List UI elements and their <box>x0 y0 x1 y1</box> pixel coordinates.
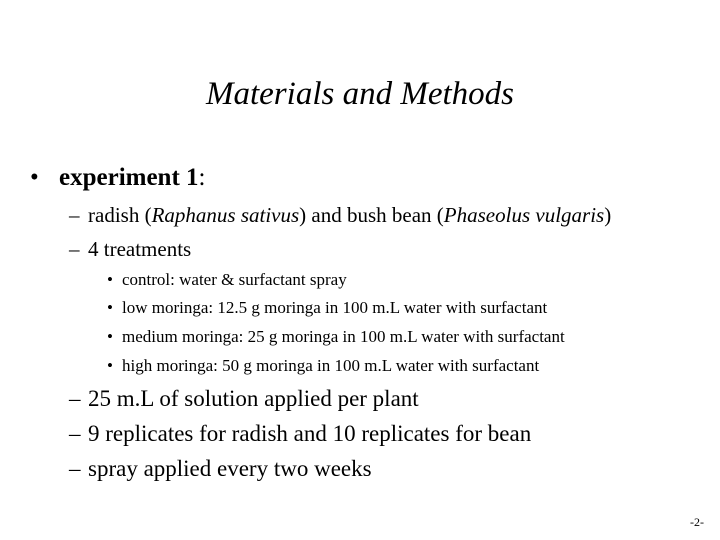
slide-title: Materials and Methods <box>206 76 514 112</box>
treatments-label: 4 treatments <box>88 237 192 261</box>
species-mid: ) and bush bean ( <box>299 203 444 227</box>
experiment-colon: : <box>198 164 206 191</box>
bullet-experiment-1 <box>30 162 206 194</box>
subitem-species <box>69 201 611 229</box>
species-suffix: ) <box>604 203 612 227</box>
species-radish-latin: Raphanus sativus <box>151 203 300 227</box>
treatment-text: high moringa: 50 g moringa in 100 m.L water with surfactant <box>122 356 540 375</box>
treatment-text: medium moringa: 25 g moringa in 100 m.L water with surfactant <box>122 327 565 346</box>
bullet-icon: • <box>107 327 113 346</box>
replicates-text: 9 replicates for radish and 10 replicates for bean <box>88 421 532 446</box>
treatment-item-high <box>107 354 539 378</box>
dash-icon: – <box>69 421 81 446</box>
dash-icon: – <box>69 456 81 481</box>
subitem-treatments <box>69 235 191 263</box>
spray-frequency-text: spray applied every two weeks <box>88 456 372 481</box>
bullet-icon: • <box>107 298 113 317</box>
solution-volume-text: 25 m.L of solution applied per plant <box>88 386 419 411</box>
page-number: -2- <box>690 515 704 529</box>
treatment-item-medium <box>107 325 565 349</box>
treatment-item-low <box>107 296 547 320</box>
subitem-spray-frequency <box>69 454 372 484</box>
subitem-solution-volume <box>69 384 419 414</box>
subitem-replicates <box>69 419 531 449</box>
treatment-text: control: water & surfactant spray <box>122 270 347 289</box>
dash-icon: – <box>69 386 81 411</box>
dash-icon: – <box>69 237 80 261</box>
bullet-icon: • <box>30 164 39 191</box>
treatment-text: low moringa: 12.5 g moringa in 100 m.L water with surfactant <box>122 298 548 317</box>
species-bean-latin: Phaseolus vulgaris <box>443 203 605 227</box>
bullet-icon: • <box>107 270 113 289</box>
dash-icon: – <box>69 203 80 227</box>
species-prefix: radish ( <box>88 203 152 227</box>
bullet-icon: • <box>107 356 113 375</box>
experiment-label: experiment 1 <box>59 164 199 191</box>
treatment-item-control <box>107 268 347 292</box>
